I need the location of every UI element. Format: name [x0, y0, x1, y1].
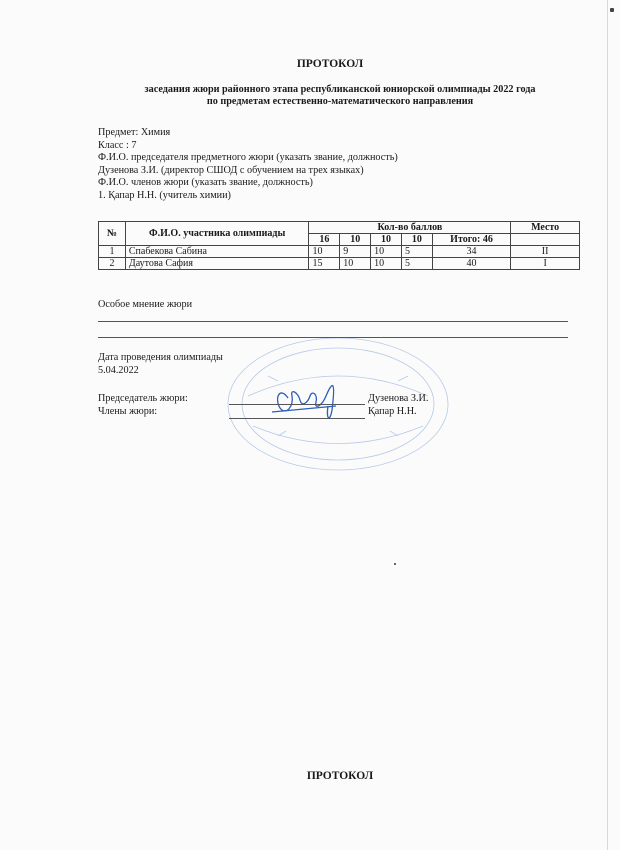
- members-signature-line: [229, 418, 365, 419]
- results-table: [98, 221, 580, 270]
- subheader-total: Итого: 46: [432, 234, 511, 246]
- stamp-and-signature-icon: [208, 336, 478, 486]
- date-value: 5.04.2022: [98, 365, 139, 376]
- row-score: 9: [340, 246, 371, 258]
- row-name: Даутова Сафия: [125, 258, 309, 270]
- header-scores: Кол-во баллов: [309, 222, 511, 234]
- opinion-line-1: [98, 321, 568, 322]
- info-chair: Дузенова З.И. (директор СШОД с обучением на трех языках): [98, 164, 364, 176]
- subheader-score: 10: [401, 234, 432, 246]
- speck-mark: [394, 563, 396, 565]
- subtitle-line-2: по предметам естественно-математического направления: [206, 96, 474, 107]
- row-total: 40: [432, 258, 511, 270]
- chair-label: Председатель жюри:: [98, 393, 188, 404]
- corner-mark: [610, 8, 614, 12]
- subtitle-line-1: заседания жюри районного этапа республиканской юниорской олимпиады 2022 года: [144, 84, 536, 95]
- info-members-heading: Ф.И.О. членов жюри (указать звание, должность): [98, 177, 313, 189]
- row-score: 15: [309, 258, 340, 270]
- subheader-score: 16: [309, 234, 340, 246]
- info-grade: Класс : 7: [98, 139, 137, 151]
- row-score: 10: [309, 246, 340, 258]
- page-edge: [607, 0, 608, 850]
- info-chair-heading: Ф.И.О. председателя предметного жюри (указать звание, должность): [98, 152, 398, 164]
- members-name: Қапар Н.Н.: [368, 406, 417, 417]
- row-total: 34: [432, 246, 511, 258]
- info-member-1: 1. Қапар Н.Н. (учитель химии): [98, 189, 231, 201]
- jury-opinion-label: Особое мнение жюри: [98, 299, 193, 310]
- table-header-row: [99, 222, 580, 234]
- row-place: II: [511, 246, 580, 258]
- row-score: 10: [340, 258, 371, 270]
- subheader-score: 10: [340, 234, 371, 246]
- table-row: [99, 258, 580, 270]
- row-name: Спабекова Сабина: [125, 246, 309, 258]
- row-num: 1: [99, 246, 126, 258]
- subheader-score: 10: [371, 234, 402, 246]
- header-num: №: [99, 222, 126, 246]
- date-label: Дата проведения олимпиады: [98, 352, 223, 363]
- row-score: 5: [401, 246, 432, 258]
- document-subtitle: [60, 84, 620, 108]
- members-label: Члены жюри:: [98, 406, 158, 417]
- row-score: 10: [371, 246, 402, 258]
- row-score: 10: [371, 258, 402, 270]
- subheader-place-empty: [511, 234, 580, 246]
- row-place: I: [511, 258, 580, 270]
- row-num: 2: [99, 258, 126, 270]
- next-page-title: ПРОТОКОЛ: [306, 770, 374, 782]
- info-block: [98, 127, 398, 203]
- header-name: Ф.И.О. участника олимпиады: [125, 222, 309, 246]
- row-score: 5: [401, 258, 432, 270]
- chair-signature-line: [229, 404, 365, 405]
- info-subject: Предмет: Химия: [98, 127, 171, 138]
- table-row: [99, 246, 580, 258]
- chair-name: Дузенова З.И.: [368, 393, 429, 404]
- header-place: Место: [511, 222, 580, 234]
- document-title: ПРОТОКОЛ: [296, 58, 364, 70]
